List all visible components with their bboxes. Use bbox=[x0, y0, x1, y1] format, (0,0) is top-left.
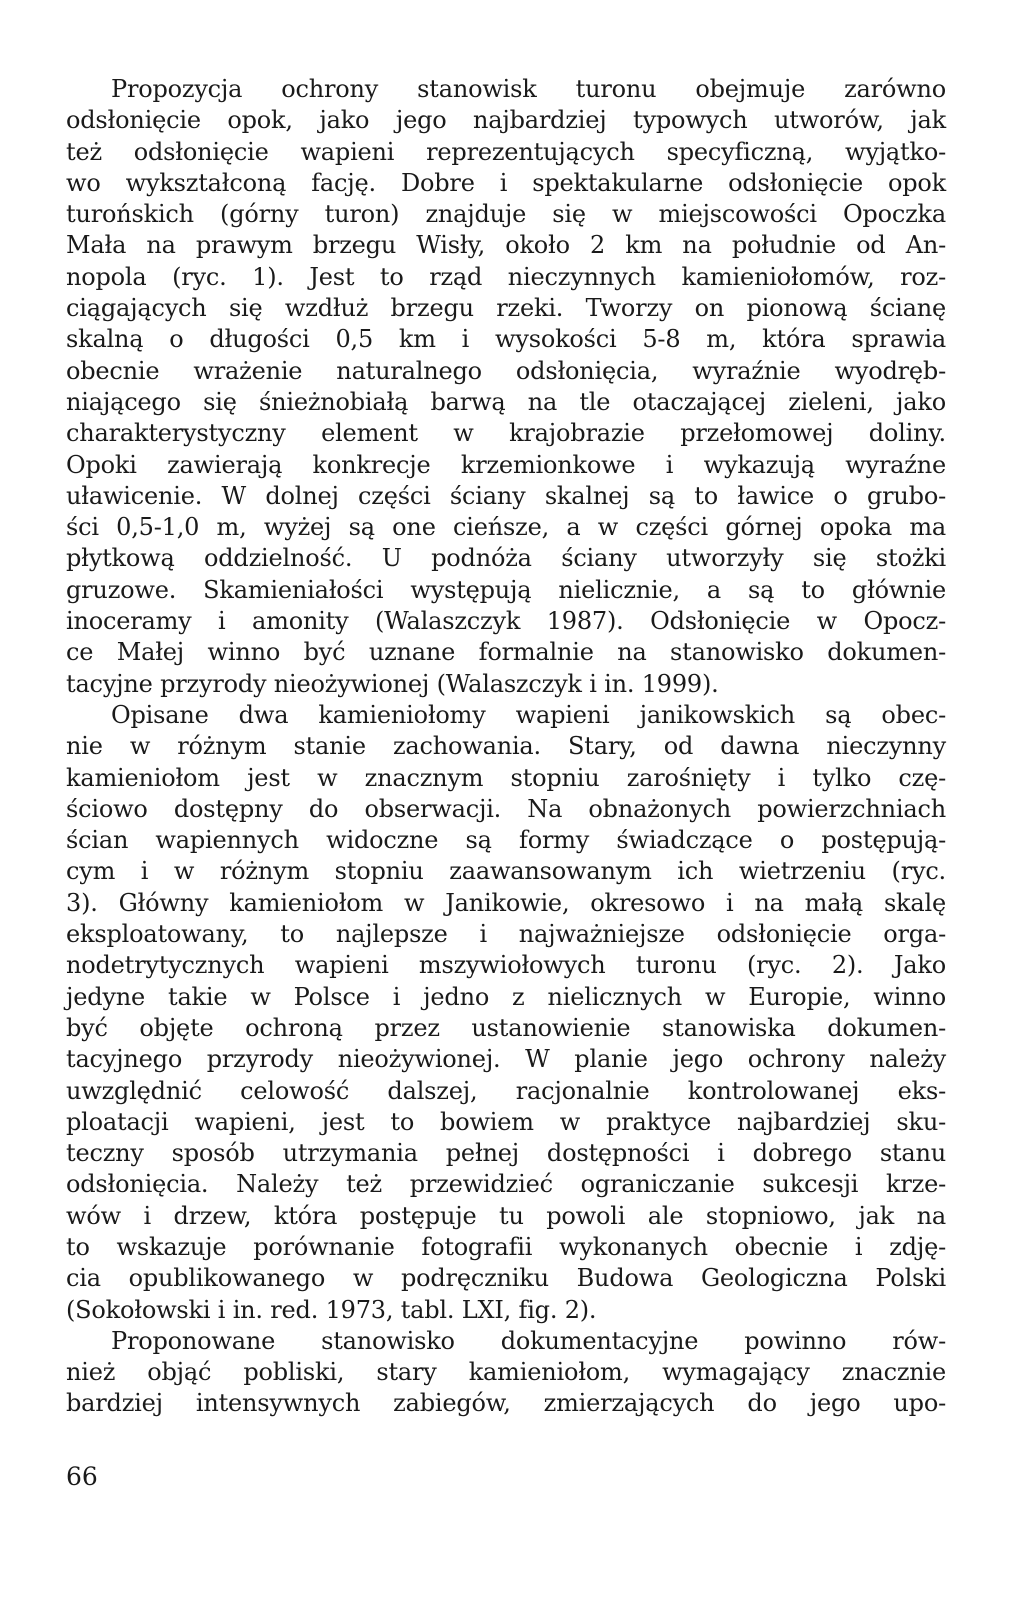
text-line: uławicenie. W dolnej części ściany skalnej są to ławice o grubo- bbox=[66, 481, 946, 510]
text-line: (Sokołowski i in. red. 1973, tabl. LXI, fig. 2). bbox=[66, 1295, 597, 1324]
text-line: eksploatowany, to najlepsze i najważniejsze odsłonięcie orga- bbox=[66, 920, 946, 949]
text-line: gruzowe. Skamieniałości występują nielicznie, a są to głównie bbox=[66, 575, 946, 604]
text-line: 3). Główny kamieniołom w Janikowie, okresowo i na małą skalę bbox=[66, 888, 946, 917]
text-line: cia opublikowanego w podręczniku Budowa Geologiczna Polski bbox=[66, 1264, 946, 1293]
text-line: turońskich (górny turon) znajduje się w miejscowości Opoczka bbox=[66, 200, 946, 229]
text-line: teczny sposób utrzymania pełnej dostępności i dobrego stanu bbox=[66, 1139, 946, 1168]
paragraph-opoczka bbox=[66, 74, 946, 700]
text-line: ciągających się wzdłuż brzegu rzeki. Tworzy on pionową ścianę bbox=[66, 294, 946, 323]
text-line: kamieniołom jest w znacznym stopniu zarośnięty i tylko czę- bbox=[66, 763, 946, 792]
text-line: charakterystyczny element w krajobrazie przełomowej doliny. bbox=[66, 419, 946, 448]
text-line: Opisane dwa kamieniołomy wapieni janikowskich są obec- bbox=[111, 700, 946, 729]
text-line: nie w różnym stanie zachowania. Stary, od dawna nieczynny bbox=[66, 732, 946, 761]
text-line: Mała na prawym brzegu Wisły, około 2 km na południe od An- bbox=[66, 231, 946, 260]
text-line: ścian wapiennych widoczne są formy świadczące o postępują- bbox=[66, 826, 946, 855]
text-line: nopola (ryc. 1). Jest to rząd nieczynnych kamieniołomów, roz- bbox=[66, 262, 946, 291]
text-line: też odsłonięcie wapieni reprezentujących specyficzną, wyjątko- bbox=[66, 137, 946, 166]
text-line: niającego się śnieżnobiałą barwą na tle otaczającej zieleni, jako bbox=[66, 387, 946, 416]
text-line: wo wykształconą fację. Dobre i spektakularne odsłonięcie opok bbox=[66, 168, 946, 197]
text-line: uwzględnić celowość dalszej, racjonalnie kontrolowanej eks- bbox=[66, 1076, 946, 1105]
text-line: obecnie wrażenie naturalnego odsłonięcia, wyraźnie wyodręb- bbox=[66, 356, 946, 385]
text-line: ści 0,5-1,0 m, wyżej są one cieńsze, a w części górnej opoka ma bbox=[66, 513, 946, 542]
text-line: Proponowane stanowisko dokumentacyjne powinno rów- bbox=[111, 1326, 946, 1355]
text-line: Propozycja ochrony stanowisk turonu obejmuje zarówno bbox=[111, 75, 946, 103]
text-line: to wskazuje porównanie fotografii wykonanych obecnie i zdję- bbox=[66, 1232, 946, 1261]
text-line: być objęte ochroną przez ustanowienie stanowiska dokumen- bbox=[66, 1013, 946, 1042]
text-line: jedyne takie w Polsce i jedno z nielicznych w Europie, winno bbox=[66, 982, 946, 1011]
text-line: Opoki zawierają konkrecje krzemionkowe i wykazują wyraźne bbox=[66, 450, 946, 479]
paragraph-janikow bbox=[66, 700, 946, 1326]
text-line: skalną o długości 0,5 km i wysokości 5-8 m, która sprawia bbox=[66, 325, 946, 354]
text-line: tacyjnego przyrody nieożywionej. W planie jego ochrony należy bbox=[66, 1045, 946, 1074]
page-number: 66 bbox=[66, 1462, 98, 1491]
text-line: wów i drzew, która postępuje tu powoli ale stopniowo, jak na bbox=[66, 1201, 946, 1230]
text-line: nież objąć pobliski, stary kamieniołom, wymagający znacznie bbox=[66, 1358, 946, 1387]
text-line: nodetrytycznych wapieni mszywiołowych turonu (ryc. 2). Jako bbox=[66, 951, 946, 980]
paragraph-stanowisko bbox=[66, 1326, 946, 1420]
text-line: inoceramy i amonity (Walaszczyk 1987). Odsłonięcie w Opocz- bbox=[66, 607, 946, 636]
text-line: ściowo dostępny do obserwacji. Na obnażonych powierzchniach bbox=[66, 794, 946, 823]
text-line: cym i w różnym stopniu zaawansowanym ich wietrzeniu (ryc. bbox=[66, 857, 946, 886]
text-line: tacyjne przyrody nieożywionej (Walaszczyk i in. 1999). bbox=[66, 669, 719, 698]
text-line: ce Małej winno być uznane formalnie na stanowisko dokumen- bbox=[66, 638, 946, 667]
text-line: odsłonięcie opok, jako jego najbardziej typowych utworów, jak bbox=[66, 106, 946, 135]
text-line: odsłonięcia. Należy też przewidzieć ograniczanie sukcesji krze- bbox=[66, 1170, 946, 1199]
text-line: bardziej intensywnych zabiegów, zmierzających do jego upo- bbox=[66, 1389, 946, 1418]
page-body bbox=[66, 74, 946, 1420]
text-line: ploatacji wapieni, jest to bowiem w praktyce najbardziej sku- bbox=[66, 1107, 946, 1136]
text-line: płytkową oddzielność. U podnóża ściany utworzyły się stożki bbox=[66, 544, 946, 573]
